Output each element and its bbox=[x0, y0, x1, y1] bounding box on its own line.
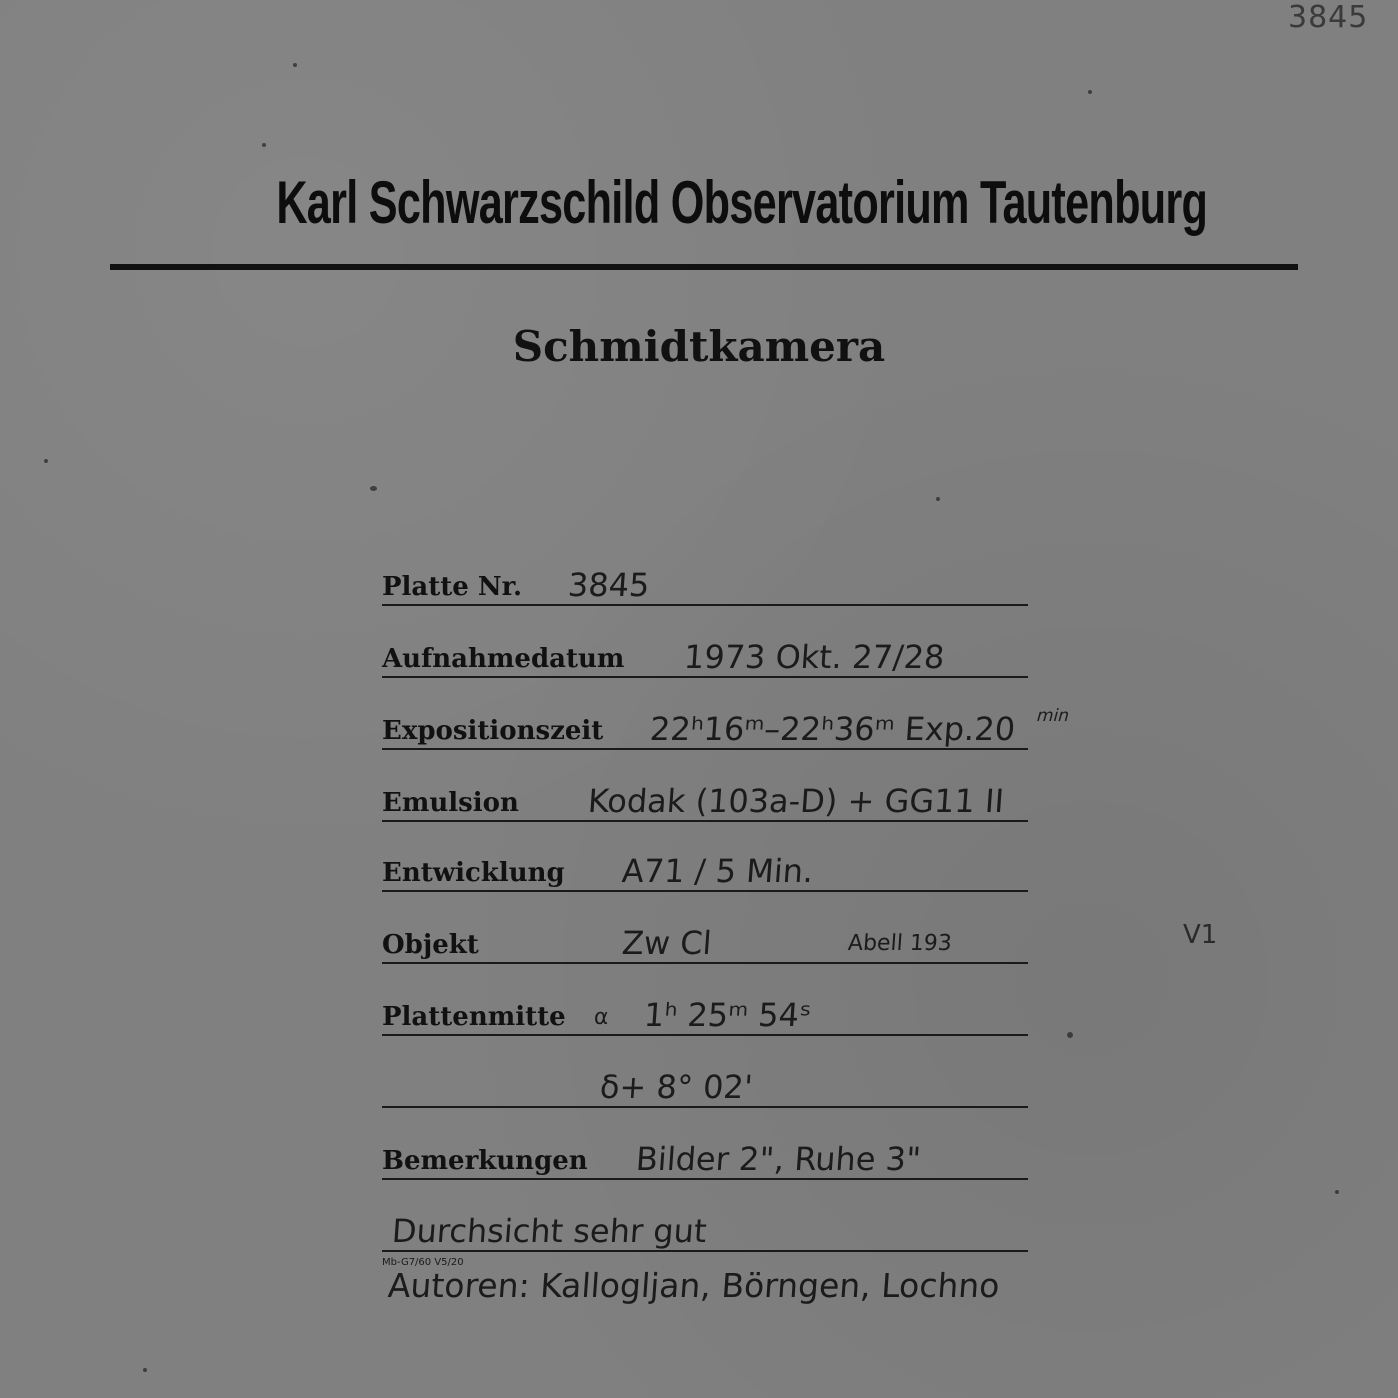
paper-speck bbox=[44, 459, 48, 463]
field-value: Kodak (103a-D) + GG11 II bbox=[586, 782, 1006, 820]
authors-line: Autoren: Kallogljan, Börngen, Lochno bbox=[386, 1266, 1001, 1305]
field-aufnahmedatum bbox=[382, 632, 1028, 678]
field-value: Zw Cl bbox=[620, 924, 713, 962]
paper-speck bbox=[1088, 90, 1092, 94]
paper-speck bbox=[143, 1368, 147, 1372]
paper-speck bbox=[936, 497, 940, 501]
field-platte-nr bbox=[382, 560, 1028, 606]
field-label: Emulsion bbox=[382, 788, 519, 818]
field-expositionszeit bbox=[382, 704, 1070, 750]
field-value: Durchsicht sehr gut bbox=[390, 1212, 708, 1250]
field-value: 22ʰ16ᵐ–22ʰ36ᵐ Exp.20 bbox=[648, 710, 1017, 748]
form-code: Mb-G7/60 V5/20 bbox=[382, 1257, 464, 1268]
field-value: Bilder 2", Ruhe 3" bbox=[634, 1140, 923, 1178]
field-label: Platte Nr. bbox=[382, 572, 523, 602]
field-plattenmitte bbox=[382, 990, 1028, 1036]
observatory-title: Karl Schwarzschild Observatorium Tautenburg bbox=[276, 169, 1208, 236]
field-entwicklung bbox=[382, 846, 1028, 892]
paper-speck bbox=[293, 63, 297, 67]
margin-note: V1 bbox=[1183, 920, 1218, 950]
alpha-symbol: α bbox=[593, 1005, 610, 1030]
field-value: 1973 Okt. 27/28 bbox=[682, 638, 946, 676]
field-label: Plattenmitte bbox=[382, 1002, 566, 1032]
field-bemerkungen-line2 bbox=[382, 1206, 1028, 1252]
corner-plate-number: 3845 bbox=[1288, 0, 1369, 35]
paper-speck bbox=[370, 486, 377, 491]
right-ascension-value: 1ʰ 25ᵐ 54ˢ bbox=[642, 996, 813, 1034]
paper-speck bbox=[262, 143, 266, 147]
field-label: Aufnahmedatum bbox=[382, 644, 625, 674]
field-label: Expositionszeit bbox=[382, 716, 604, 746]
field-emulsion bbox=[382, 776, 1028, 822]
field-label: Bemerkungen bbox=[382, 1146, 588, 1176]
field-label: Entwicklung bbox=[382, 858, 565, 888]
field-label: Objekt bbox=[382, 930, 479, 960]
field-value: 3845 bbox=[566, 566, 651, 604]
paper-speck bbox=[1067, 1032, 1073, 1038]
paper-speck bbox=[1335, 1190, 1339, 1194]
title-rule bbox=[110, 264, 1298, 270]
declination-value: δ+ 8° 02' bbox=[598, 1068, 754, 1106]
instrument-subtitle: Schmidtkamera bbox=[512, 322, 886, 371]
field-plattenmitte-delta bbox=[382, 1062, 1028, 1108]
object-note: Abell 193 bbox=[847, 931, 953, 956]
field-bemerkungen bbox=[382, 1134, 1028, 1180]
field-objekt bbox=[382, 918, 1028, 964]
field-value: A71 / 5 Min. bbox=[620, 852, 815, 890]
exposure-unit: min bbox=[1036, 706, 1070, 726]
